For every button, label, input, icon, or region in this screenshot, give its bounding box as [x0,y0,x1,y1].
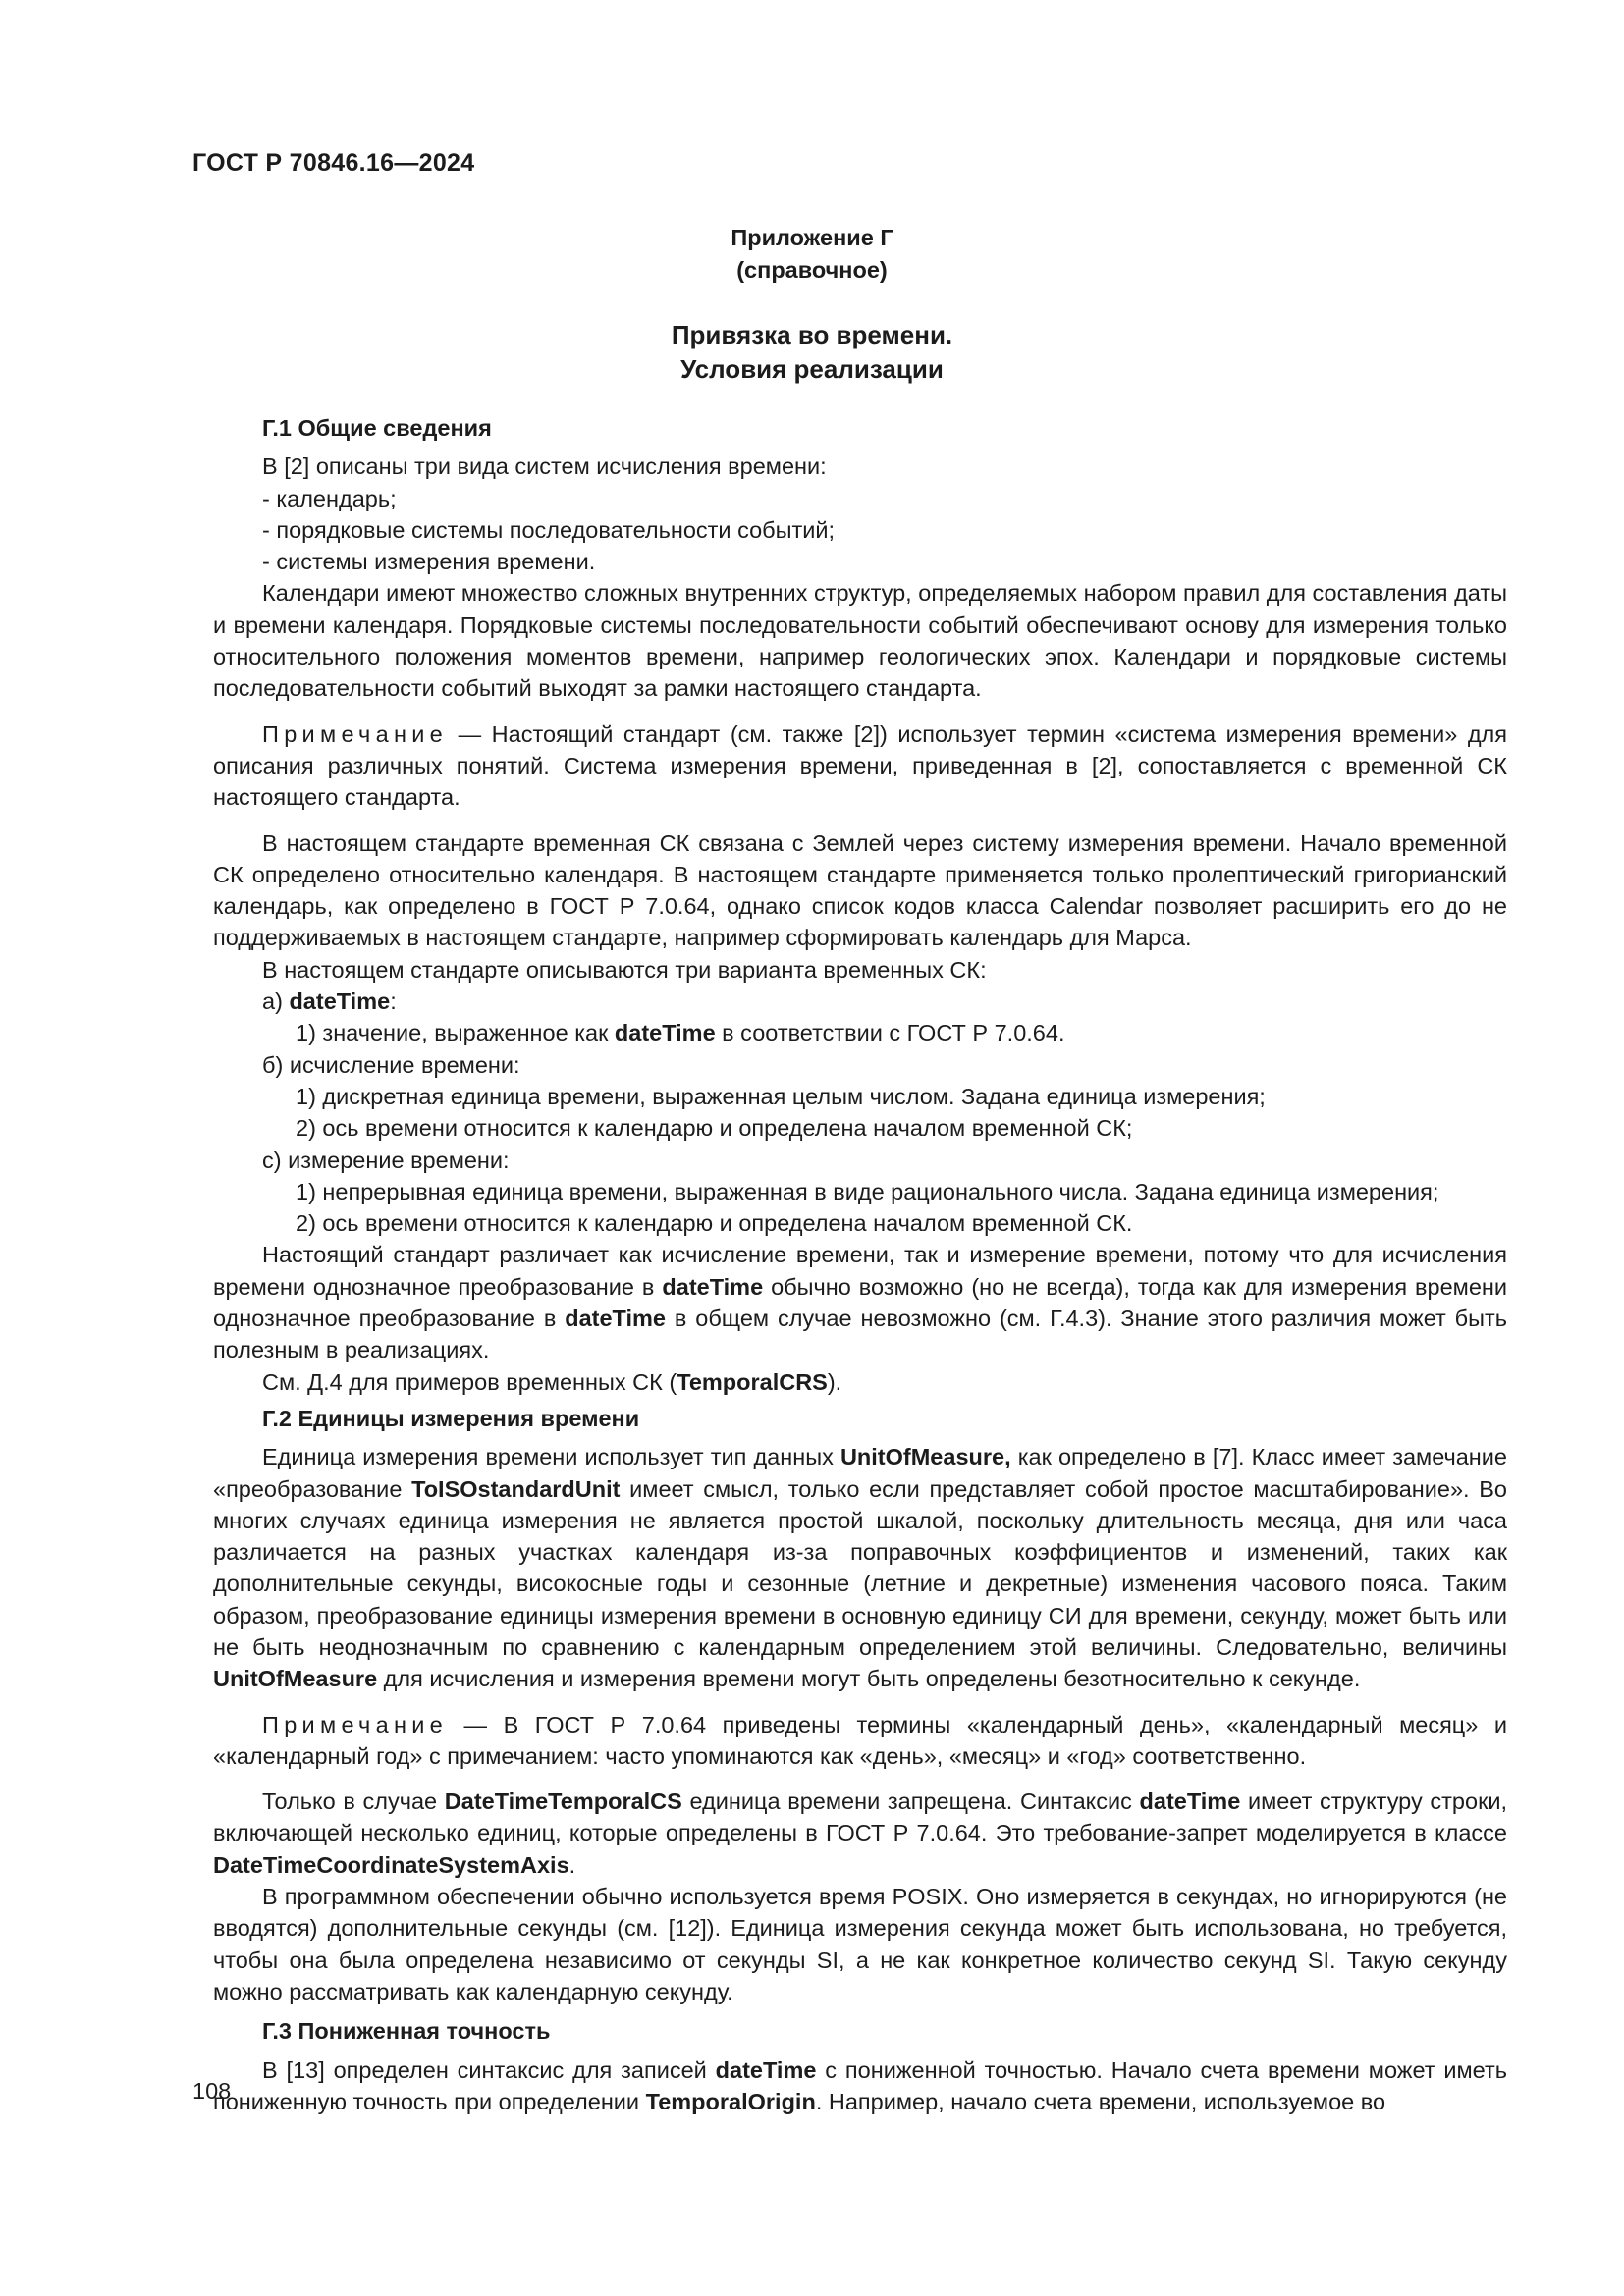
paragraph: Настоящий стандарт различает как исчисление времени, так и измерение времени, потому что для исчисления времени однозначное преобразование в dateTime обычно возможно (но не всегда), тогда как для измерения времени однозначное преобразование в dateTime в общем случае невозможно (см. Г.4.3). Знание этого различия может быть полезным в реализациях. [213,1242,1508,1363]
section-heading-g1: Г.1 Общие сведения [262,415,492,441]
list-item: с) измерение времени: [262,1147,510,1173]
document-body [213,412,1507,2117]
appendix-label: Приложение Г [731,225,893,250]
appendix-title [0,222,1624,287]
paragraph: В [13] определен синтаксис для записей dateTime с пониженной точностью. Начало счета времени может иметь пониженную точность при определении TemporalOrigin. Например, начало счета времени, используемое во [213,2056,1507,2114]
list-item: 1) значение, выраженное как dateTime в соответствии с ГОСТ Р 7.0.64. [296,1020,1065,1046]
section-heading-g2: Г.2 Единицы измерения времени [262,1405,640,1431]
note-text: — В ГОСТ Р 7.0.64 приведены термины «календарный день», «календарный месяц» и «календарный год» с примечанием: часто упоминаются как «день», «месяц» и «год» соответственно. [213,1711,1507,1769]
paragraph: Календари имеют множество сложных внутренних структур, определяемых набором правил для составления даты и времени календаря. Порядковые системы последовательности событий обеспечивают основу для измерения только относительного положения моментов времени, например геологических эпох. Календари и порядковые системы последовательности событий выходят за рамки настоящего стандарта. [213,580,1507,702]
paragraph: Единица измерения времени использует тип данных UnitOfMeasure, как определено в [7]. Класс имеет замечание «преобразование ToISOstandardUnit имеет смысл, только если представляет собой простое масштабирование». Во многих случаях единица измерения не является простой шкалой, поскольку длительность месяца, дня или часа различается на разных участках календаря из-за поправочных коэффициентов и изменений, таких как дополнительные секунды, високосные годы и сезонные (летние и декретные) изменения часового пояса. Таким образом, преобразование единицы измерения времени в основную единицу СИ для времени, секунду, может быть или не быть неоднозначным по сравнению с календарным определением этой величины. Следовательно, величины UnitOfMeasure для исчисления и измерения времени могут быть определены безотносительно к секунде. [213,1444,1507,1692]
appendix-heading-line1: Привязка во времени. [671,320,953,349]
appendix-heading-line2: Условия реализации [680,354,944,384]
document-header: ГОСТ Р 70846.16—2024 [192,149,475,177]
paragraph: Только в случае DateTimeTemporalCS единица времени запрещена. Синтаксис dateTime имеет структуру строки, включающей несколько единиц, которые определены в ГОСТ Р 7.0.64. Это требование-запрет моделируется в классе DateTimeCoordinateSystemAxis. [213,1789,1508,1878]
list-item: - календарь; [262,485,397,511]
paragraph: В программном обеспечении обычно используется время POSIX. Оно измеряется в секундах, но игнорируются (не вводятся) дополнительные секунды (см. [12]). Единица измерения секунда может быть использована, но требуется, чтобы она была определена независимо от секунды SI, а не как конкретное количество секунд SI. Такую секунду можно рассматривать как календарную секунду. [213,1884,1507,2004]
list-item: 2) ось времени относится к календарю и определена началом временной СК; [296,1115,1133,1142]
paragraph: В настоящем стандарте временная СК связана с Землей через систему измерения времени. Начало временной СК определено относительно календаря. В настоящем стандарте применяется только пролептический григорианский календарь, как определено в ГОСТ Р 7.0.64, однако список кодов класса Calendar позволяет расширить его до не поддерживаемых в настоящем стандарте, например сформировать календарь для Марса. [213,829,1507,951]
note-label: Примечание [262,721,449,747]
list-item: - порядковые системы последовательности событий; [262,516,836,543]
list-item: 1) дискретная единица времени, выраженная целым числом. Задана единица измерения; [296,1083,1266,1109]
appendix-type: (справочное) [736,257,888,283]
list-item: а) dateTime: [262,988,397,1015]
list-item: 1) непрерывная единица времени, выраженная в виде рационального числа. Задана единица измерения; [296,1178,1439,1204]
list-item: - системы измерения времени. [262,549,596,575]
list-item: б) исчисление времени: [262,1051,520,1078]
note-label: Примечание [262,1711,449,1737]
list-item: 2) ось времени относится к календарю и определена началом временной СК. [296,1210,1133,1237]
paragraph: В настоящем стандарте описываются три варианта временных СК: [262,956,987,983]
note-text: — Настоящий стандарт (см. также [2]) использует термин «система измерения времени» для описания различных понятий. Система измерения времени, приведенная в [2], сопоставляется с временной СК настоящего стандарта. [213,721,1507,811]
section-heading-g3: Г.3 Пониженная точность [262,2018,551,2045]
paragraph: В [2] описаны три вида систем исчисления времени: [262,454,827,480]
appendix-heading [0,318,1624,387]
page-number: 108 [192,2078,232,2104]
paragraph: См. Д.4 для примеров временных СК (TemporalCRS). [262,1368,842,1395]
note [213,1709,1507,1773]
note [213,719,1507,814]
